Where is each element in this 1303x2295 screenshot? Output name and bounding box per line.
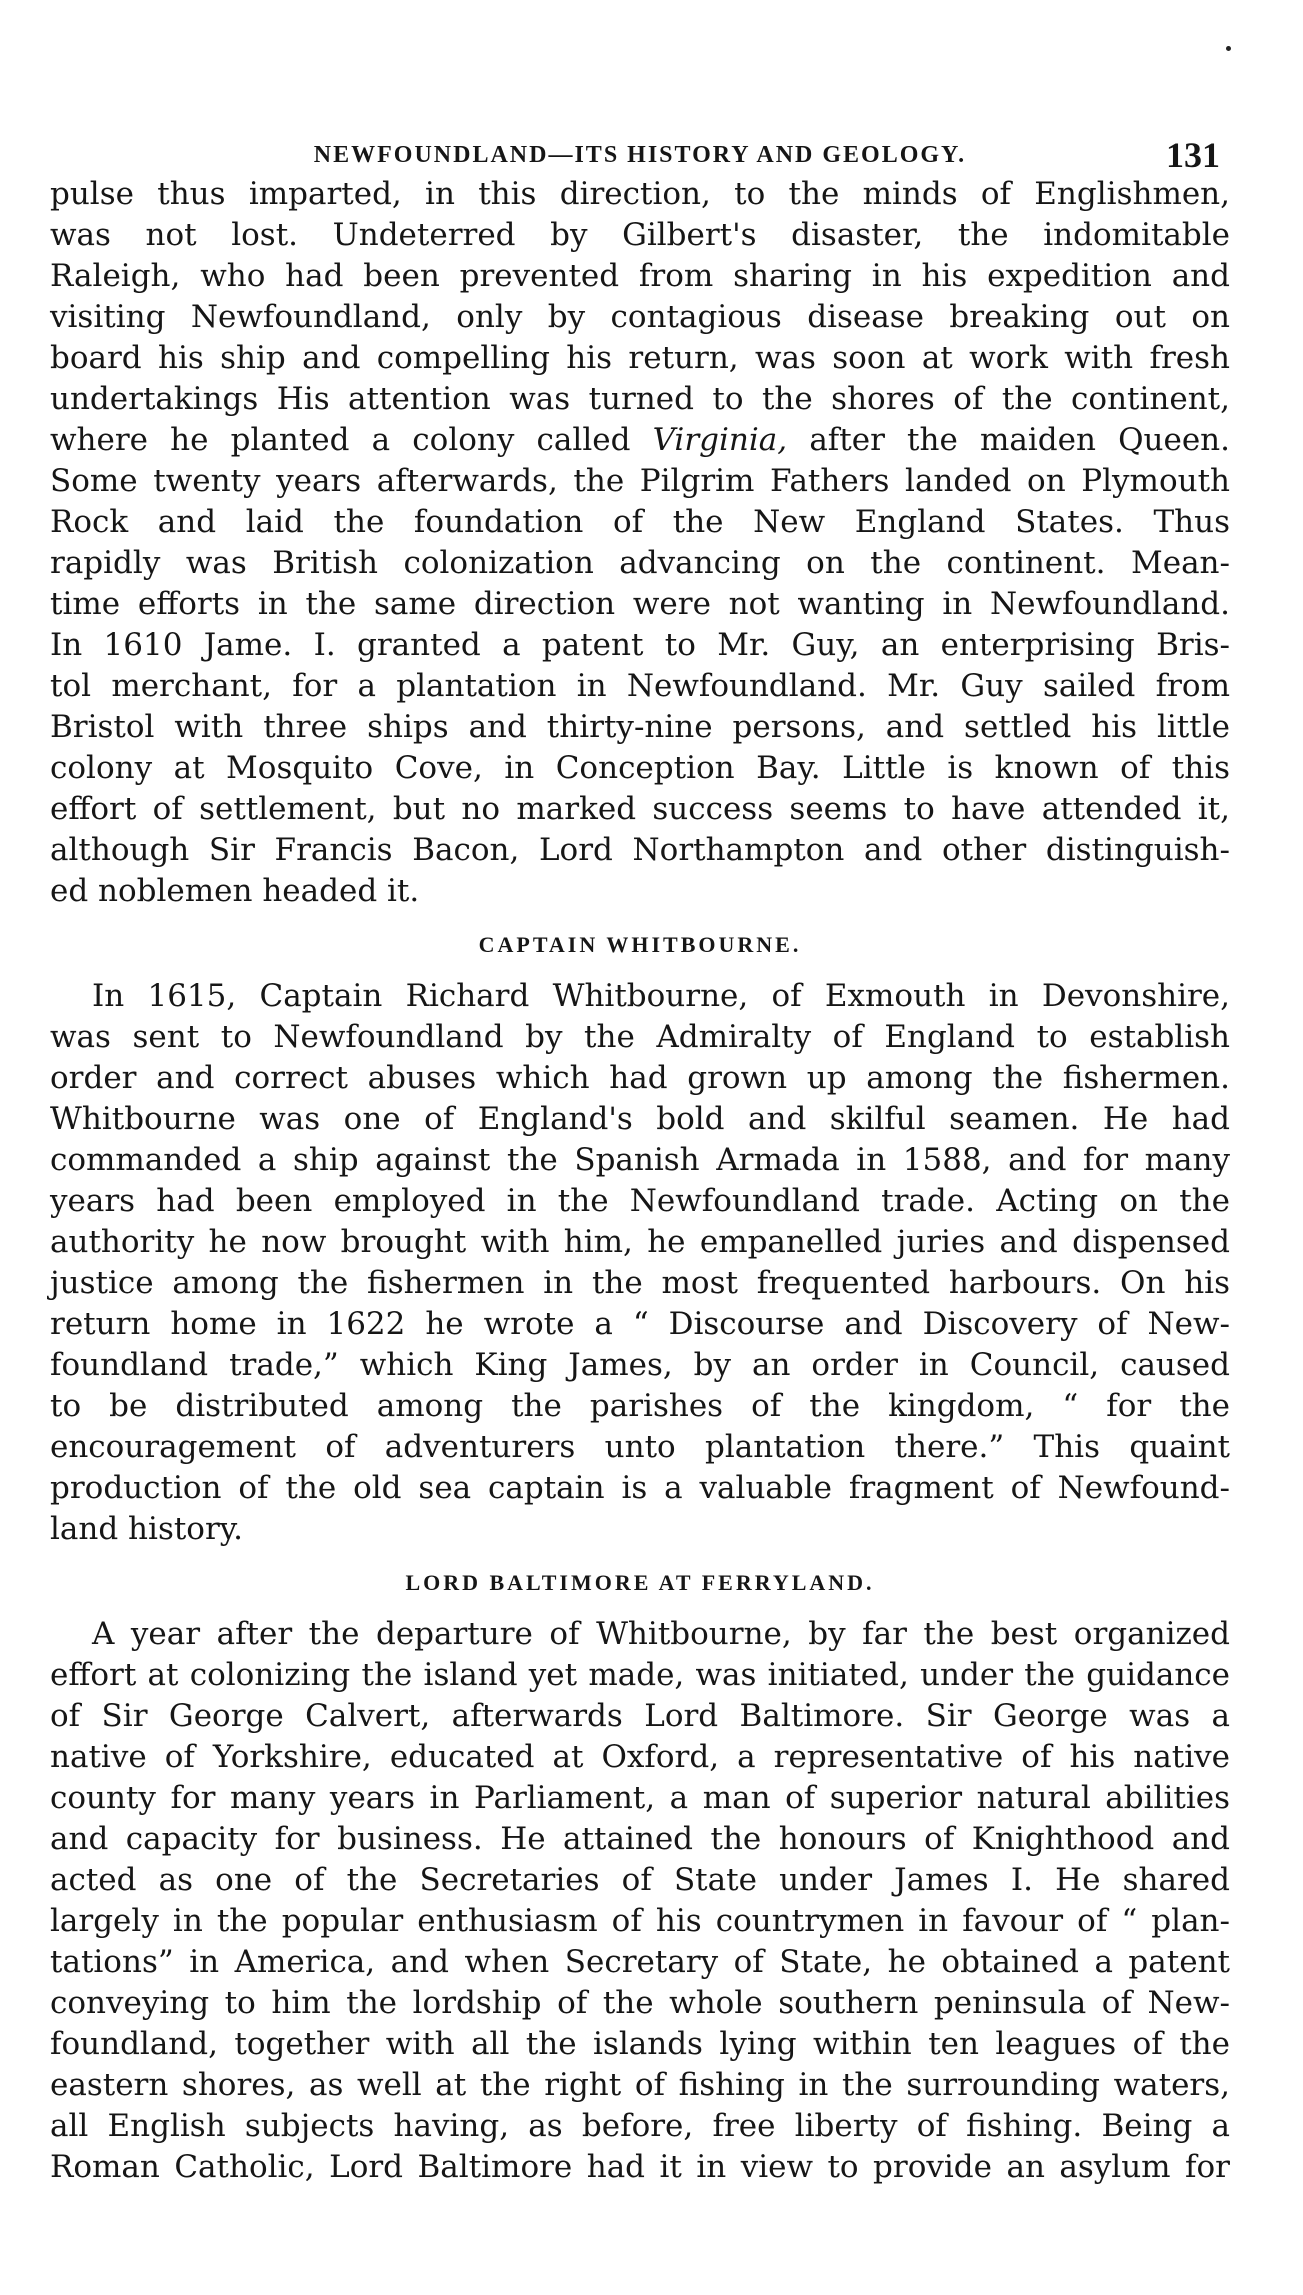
section-heading-baltimore: LORD BALTIMORE AT FERRYLAND. — [405, 1570, 875, 1595]
text-line: justice among the fishermen in the most frequented harbours. On his — [50, 1265, 1230, 1301]
text-line: and capacity for business. He attained the honours of Knighthood and — [50, 1821, 1230, 1857]
text-line: years had been employed in the Newfoundland trade. Acting on the — [50, 1183, 1230, 1219]
text-line: In 1610 Jame. I. granted a patent to Mr. Guy, an enterprising Bris- — [50, 627, 1230, 663]
text-line: Rock and laid the foundation of the New England States. Thus — [50, 504, 1230, 540]
book-page — [50, 120, 1230, 2188]
text-line: county for many years in Parliament, a man of superior natural abilities — [50, 1780, 1230, 1816]
text-line: visiting Newfoundland, only by contagious disease breaking out on — [50, 299, 1230, 335]
text-line: although Sir Francis Bacon, Lord Northampton and other distinguish- — [50, 832, 1230, 868]
text-line: ed noblemen headed it. — [50, 873, 420, 909]
section-heading-whitbourne: CAPTAIN WHITBOURNE. — [478, 932, 802, 957]
text-line: was not lost. Undeterred by Gilbert's disaster, the indomitable — [50, 217, 1230, 253]
text-line: order and correct abuses which had grown up among the fishermen. — [50, 1060, 1230, 1096]
text-line: eastern shores, as well at the right of fishing in the surrounding waters, — [50, 2067, 1230, 2103]
text-line: foundland, together with all the islands lying within ten leagues of the — [50, 2026, 1230, 2062]
text-line: tations” in America, and when Secretary of State, he obtained a patent — [50, 1944, 1230, 1980]
paragraph-raleigh — [50, 174, 1230, 912]
text-line: pulse thus imparted, in this direction, to the minds of Englishmen, — [50, 176, 1230, 212]
text-line: return home in 1622 he wrote a “ Discourse and Discovery of New- — [50, 1306, 1230, 1342]
text-line: Roman Catholic, Lord Baltimore had it in view to provide an asylum for — [50, 2149, 1230, 2185]
text-line: Some twenty years afterwards, the Pilgrim Fathers landed on Plymouth — [50, 463, 1230, 499]
text-line: effort at colonizing the island yet made, was initiated, under the guidance — [50, 1657, 1230, 1693]
text-line: Whitbourne was one of England's bold and skilful seamen. He had — [50, 1101, 1230, 1137]
page-number: 131 — [1166, 135, 1220, 175]
text-line: rapidly was British colonization advancing on the continent. Mean- — [50, 545, 1230, 581]
running-title: NEWFOUNDLAND—ITS HISTORY AND GEOLOGY. — [313, 142, 967, 168]
text-line: colony at Mosquito Cove, in Conception Bay. Little is known of this — [50, 750, 1230, 786]
text-line: foundland trade,” which King James, by an order in Council, caused — [50, 1347, 1230, 1383]
text-line: was sent to Newfoundland by the Admiralty of England to establish — [50, 1019, 1230, 1055]
text-line: time efforts in the same direction were not wanting in Newfoundland. — [50, 586, 1230, 622]
text-line: encouragement of adventurers unto plantation there.” This quaint — [50, 1429, 1230, 1465]
text-line: largely in the popular enthusiasm of his countrymen in favour of “ plan- — [50, 1903, 1230, 1939]
text-line: all English subjects having, as before, free liberty of fishing. Being a — [50, 2108, 1230, 2144]
paragraph-whitbourne — [50, 976, 1230, 1550]
text-line: of Sir George Calvert, afterwards Lord Baltimore. Sir George was a — [50, 1698, 1230, 1734]
paragraph-baltimore — [50, 1614, 1230, 2188]
text-line: effort of settlement, but no marked success seems to have attended it, — [50, 791, 1230, 827]
text-line: board his ship and compelling his return, was soon at work with fresh — [50, 340, 1230, 376]
text-line: authority he now brought with him, he empanelled juries and dispensed — [50, 1224, 1230, 1260]
text-line: conveying to him the lordship of the whole southern peninsula of New- — [50, 1985, 1230, 2021]
text-line: A year after the departure of Whitbourne, by far the best organized — [92, 1616, 1230, 1652]
running-head — [50, 120, 1230, 174]
text-line: to be distributed among the parishes of the kingdom, “ for the — [50, 1388, 1230, 1424]
text-line: In 1615, Captain Richard Whitbourne, of Exmouth in Devonshire, — [92, 978, 1230, 1014]
margin-speck — [1226, 46, 1231, 51]
text-line: Bristol with three ships and thirty-nine persons, and settled his little — [50, 709, 1230, 745]
text-line: Raleigh, who had been prevented from sharing in his expedition and — [50, 258, 1230, 294]
text-line: acted as one of the Secretaries of State under James I. He shared — [50, 1862, 1230, 1898]
text-line: land history. — [50, 1511, 244, 1547]
text-line: production of the old sea captain is a valuable fragment of Newfound- — [50, 1470, 1230, 1506]
text-line: native of Yorkshire, educated at Oxford, a representative of his native — [50, 1739, 1230, 1775]
text-line: undertakings His attention was turned to the shores of the continent, — [50, 381, 1230, 417]
text-line: where he planted a colony called Virginia, after the maiden Queen. — [50, 422, 1230, 458]
text-line: tol merchant, for a plantation in Newfoundland. Mr. Guy sailed from — [50, 668, 1230, 704]
text-line: commanded a ship against the Spanish Armada in 1588, and for many — [50, 1142, 1230, 1178]
